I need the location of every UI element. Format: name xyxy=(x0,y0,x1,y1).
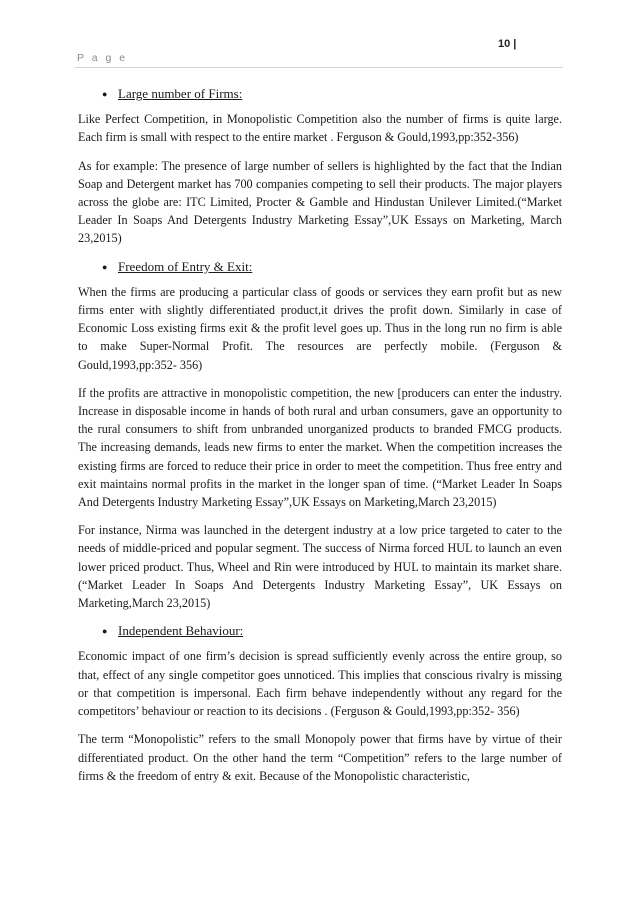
bullet-icon: ● xyxy=(102,89,108,99)
body-text xyxy=(78,80,562,795)
paragraph: Like Perfect Competition, in Monopolistic Competition also the number of firms is quite large. Each firm is small with respect to the entire market . Ferguson & Gould,1993,pp:352-356) xyxy=(78,112,562,145)
paragraph: When the firms are producing a particular class of goods or services they earn profit but as new firms enter with slightly differentiated product,it drives the profit down. Similarly in case of Economic Loss existing firms exit & the profit level goes up. Thus in the long run no firm is able to make Super-Normal Profit. The resources are perfectly mobile. (Ferguson & Gould,1993,pp:352- 356) xyxy=(78,284,562,372)
section-heading-freedom-of-entry-exit xyxy=(102,258,562,276)
bullet-icon: ● xyxy=(102,626,108,637)
section-heading-independent-behaviour xyxy=(102,622,562,640)
header-divider xyxy=(75,67,563,68)
bullet-icon: ● xyxy=(102,261,108,272)
paragraph: The term “Monopolistic” refers to the small Monopoly power that firms have by virtue of their differentiated product. On the other hand the term “Competition” refers to the large number of firms & the freedom of entry & exit. Because of the Monopolistic characteristic, xyxy=(78,732,562,783)
section-heading-large-number-of-firms xyxy=(102,85,562,103)
heading-text: Freedom of Entry & Exit: xyxy=(118,258,253,274)
paragraph: Economic impact of one firm’s decision is spread sufficiently evenly across the entire group, so that, effect of any single competitor goes unnoticed. This implies that conscious rivalry is missing or that competition is impersonal. Each firm behave independently without any regard for the competitors’ behaviour or reaction to its decisions . (Ferguson & Gould,1993,pp:352- 356) xyxy=(78,649,562,719)
paragraph: If the profits are attractive in monopolistic competition, the new [producers can enter the industry. Increase in disposable income in hands of both rural and urban consumers, gave an opportunity to the rural consumers to shift from unbranded unorganized products to branded FMCG products. The increasing demands, leads new firms to enter the market. When the competition increases the existing firms are forced to reduce their price in order to meet the competition. Thus free entry and exit maintains normal profits in the market in the longer span of time. (“Market Leader In Soaps And Detergents Industry Marketing Essay”,UK Essays on Marketing,March 23,2015) xyxy=(78,385,562,510)
page-number: 10 | xyxy=(498,38,517,50)
heading-text: Independent Behaviour: xyxy=(118,623,244,639)
paragraph: For instance, Nirma was launched in the detergent industry at a low price targeted to cater to the needs of middle-priced and popular segment. The success of Nirma forced HUL to launch an even lower priced product. Thus, Wheel and Rin were introduced by HUL to maintain its market share. (“Market Leader In Soaps And Detergents Industry Marketing Essay”, UK Essays on Marketing,March 23,2015) xyxy=(78,523,562,611)
page-label: P a g e xyxy=(77,52,128,64)
paragraph: As for example: The presence of large number of sellers is highlighted by the fact that the Indian Soap and Detergent market has 700 companies competing to sell their products. The major players across the globe are: ITC Limited, Procter & Gamble and Hindustan Unilever Limited.(“Market Leader In Soaps And Detergents Industry Marketing Essay”,UK Essays on Marketing, March 23,2015) xyxy=(78,158,562,246)
heading-text: Large number of Firms: xyxy=(118,86,243,101)
